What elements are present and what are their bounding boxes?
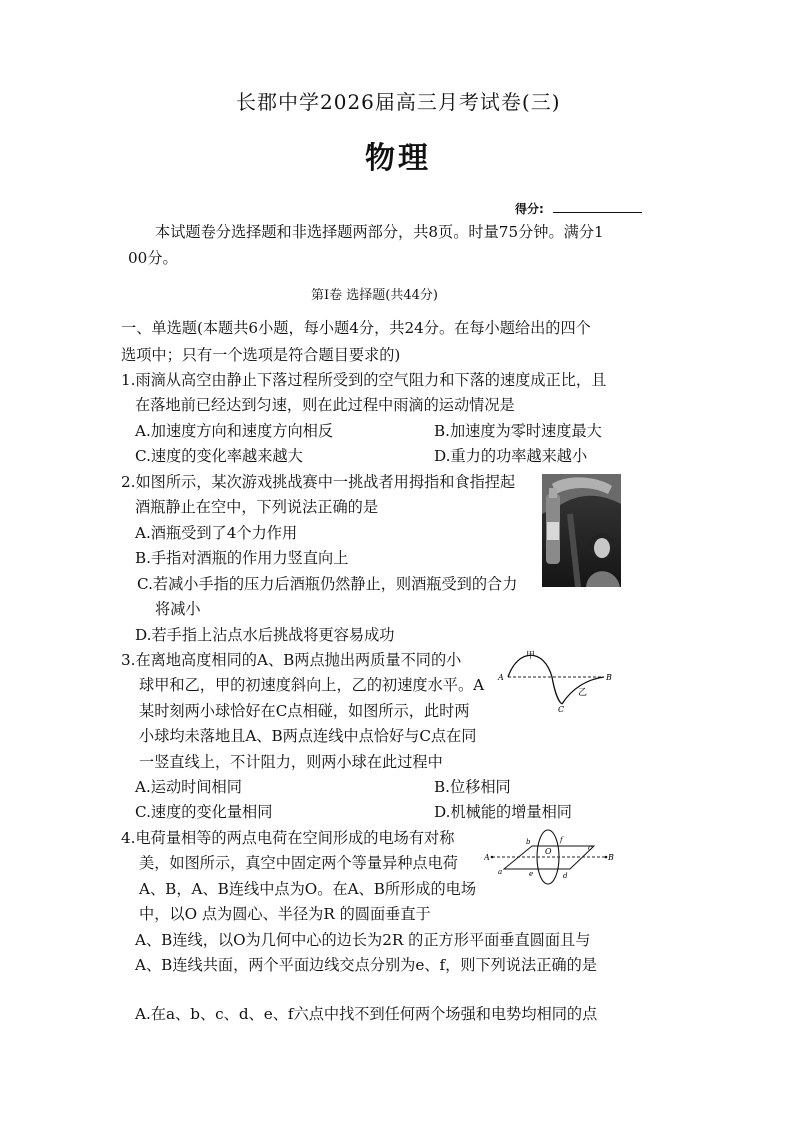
q3-stem-line-4: 小球均未落地且A、B两点连线中点恰好与C点在同 xyxy=(139,727,477,745)
intro-line-1: 本试题卷分选择题和非选择题两部分，共8页。时量75分钟。满分1 xyxy=(155,223,604,241)
part1-line-2: 选项中；只有一个选项是符合题目要求的) xyxy=(121,346,401,364)
q3-stem-line-1: 3.在离地高度相同的A、B两点抛出两质量不同的小 xyxy=(121,651,462,669)
person-face xyxy=(594,538,610,558)
q2-option-c-line-1: C.若减小手指的压力后酒瓶仍然静止，则酒瓶受到的合力 xyxy=(137,575,518,593)
label-charge-b: B xyxy=(608,853,614,862)
label-jia: 甲 xyxy=(526,651,536,661)
label-e: e xyxy=(529,870,534,878)
trajectory-jia xyxy=(508,655,562,704)
q4-stem-line-1: 4.电荷量相等的两点电荷在空间形成的电场有对称 xyxy=(121,829,455,847)
label-b: B xyxy=(606,673,612,682)
q2-stem-line-1: 2.如图所示，某次游戏挑战赛中一挑战者用拇指和食指捏起 xyxy=(121,473,516,491)
q3-option-b: B.位移相同 xyxy=(434,778,511,796)
q1-stem-line-2: 在落地前已经达到匀速，则在此过程中雨滴的运动情况是 xyxy=(135,396,515,414)
part1-line-1: 一、单选题(本题共6小题，每小题4分，共24分。在每小题给出的四个 xyxy=(121,319,591,337)
q3-stem-line-5: 一竖直线上，不计阻力，则两小球在此过程中 xyxy=(139,753,443,771)
q2-option-a: A.酒瓶受到了4个力作用 xyxy=(135,524,298,542)
field-diagram xyxy=(484,828,616,886)
q1-stem-line-1: 1.雨滴从高空由静止下落过程所受到的空气阻力和下落的速度成正比，且 xyxy=(121,371,607,389)
q1-option-d: D.重力的功率越来越小 xyxy=(434,447,588,465)
score-blank xyxy=(553,212,642,213)
label-charge-a: A xyxy=(484,853,490,862)
q4-stem-line-2: 美，如图所示，真空中固定两个等量异种点电荷 xyxy=(139,854,458,872)
subject-title: 物理 xyxy=(365,141,431,176)
section-title: 第Ⅰ卷 选择题(共44分) xyxy=(311,288,438,303)
intro-line-2: 00分。 xyxy=(128,249,178,267)
label-c: C xyxy=(558,705,565,712)
projectile-diagram xyxy=(496,646,616,712)
label-f: f xyxy=(560,836,563,844)
q1-option-c: C.速度的变化率越来越大 xyxy=(135,447,303,465)
q2-option-c-line-2: 将减小 xyxy=(155,600,201,618)
q3-stem-line-3: 某时刻两小球恰好在C点相碰，如图所示，此时两 xyxy=(139,702,470,720)
q2-option-b: B.手指对酒瓶的作用力竖直向上 xyxy=(135,549,349,567)
q2-stem-line-2: 酒瓶静止在空中，下列说法正确的是 xyxy=(135,498,378,516)
q1-option-b: B.加速度为零时速度最大 xyxy=(434,422,602,440)
label-c-corner: c xyxy=(588,844,592,852)
q3-option-d: D.机械能的增量相同 xyxy=(434,803,572,821)
score-label: 得分: xyxy=(515,202,544,216)
q4-stem-line-3: A、B，A、B连线中点为O。在A、B所形成的电场 xyxy=(139,880,477,898)
label-d-corner: d xyxy=(563,872,568,880)
label-a: A xyxy=(498,673,504,682)
q2-option-d: D.若手指上沾点水后挑战将更容易成功 xyxy=(135,626,395,644)
q3-stem-line-2: 球甲和乙，甲的初速度斜向上，乙的初速度水平。A xyxy=(139,676,485,694)
exam-title: 长郡中学2026届高三月考试卷(三) xyxy=(236,90,561,114)
label-a-corner: a xyxy=(498,868,503,876)
label-o: O xyxy=(545,847,552,856)
q3-option-a: A.运动时间相同 xyxy=(135,778,242,796)
q3-option-c: C.速度的变化量相同 xyxy=(135,803,273,821)
challenge-photo xyxy=(542,474,621,587)
q4-stem-line-6: A、B连线共面，两个平面边线交点分别为e、f，则下列说法正确的是 xyxy=(135,956,597,974)
q4-option-a: A.在a、b、c、d、e、f六点中找不到任何两个场强和电势均相同的点 xyxy=(135,1005,598,1023)
q1-option-a: A.加速度方向和速度方向相反 xyxy=(135,422,334,440)
label-b-corner: b xyxy=(526,838,531,846)
q4-stem-line-4: 中，以O 点为圆心、半径为R 的圆面垂直于 xyxy=(139,905,431,923)
label-yi: 乙 xyxy=(578,688,588,698)
q4-stem-line-5: A、B连线，以O为几何中心的边长为2R 的正方形平面垂直圆面且与 xyxy=(135,931,591,949)
